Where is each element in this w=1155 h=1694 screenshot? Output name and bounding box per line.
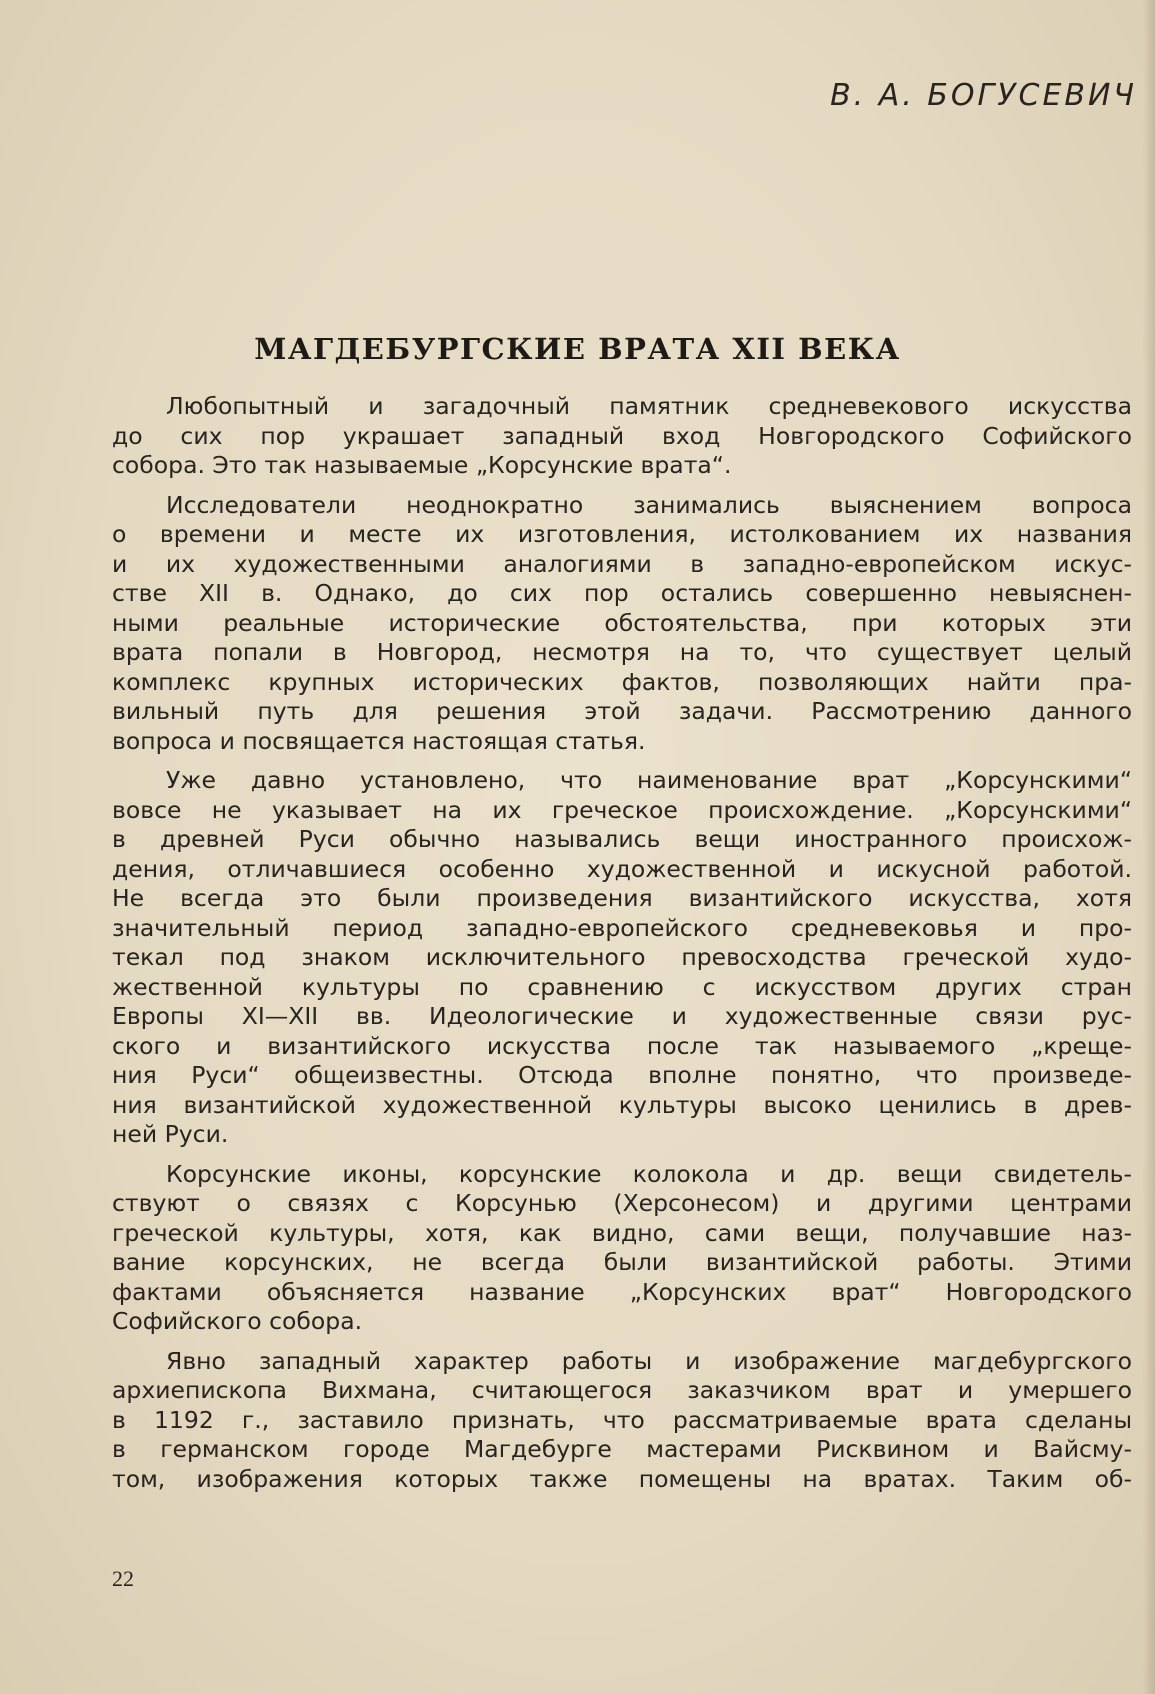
text-line: Европы XI—XII вв. Идеологические и художественные связи рус-: [112, 1002, 1132, 1030]
paragraph: [112, 392, 1132, 481]
paragraph-gap: [112, 1337, 1132, 1347]
text-line: ными реальные исторические обстоятельства, при которых эти: [112, 608, 1132, 637]
paragraph-gap: [112, 481, 1132, 491]
text-line: ского и византийского искусства после так называемого „креще-: [112, 1031, 1132, 1060]
paragraph: [112, 491, 1132, 757]
text-line: Корсунские иконы, корсунские колокола и др. вещи свидетель-: [166, 1159, 1132, 1188]
text-line: ния византийской художественной культуры высоко ценились в древ-: [112, 1090, 1132, 1119]
text-line: Софийского собора.: [112, 1307, 363, 1335]
paragraph: [112, 1160, 1132, 1337]
text-line: вовсе не указывает на их греческое происхождение. „Корсунскими“: [112, 795, 1132, 824]
article-body: [112, 392, 1132, 1494]
text-line: текал под знаком исключительного превосходства греческой худо-: [112, 943, 1132, 971]
text-line: Не всегда это были произведения византийского искусства, хотя: [112, 884, 1132, 912]
text-line: ния Руси“ общеизвестны. Отсюда вполне понятно, что произведе-: [112, 1061, 1132, 1089]
text-line: ствуют о связях с Корсунью (Херсонесом) и другими центрами: [112, 1189, 1132, 1217]
text-line: стве XII в. Однако, до сих пор остались совершенно невыяснен-: [112, 579, 1132, 607]
text-line: собора. Это так называемые „Корсунские врата“.: [112, 451, 732, 479]
text-line: Явно западный характер работы и изображение магдебургского: [166, 1346, 1132, 1375]
text-line: том, изображения которых также помещены на вратах. Таким об-: [112, 1464, 1132, 1493]
text-line: дения, отличавшиеся особенно художественной и искусной работой.: [112, 854, 1132, 883]
text-line: комплекс крупных исторических фактов, позволяющих найти пра-: [112, 667, 1132, 696]
text-line: и их художественными аналогиями в западно-европейском искус-: [112, 549, 1132, 578]
page-number: 22: [112, 1566, 134, 1591]
paragraph: [112, 766, 1132, 1150]
text-line: о времени и месте их изготовления, истолкованием их названия: [112, 520, 1132, 548]
text-line: архиепископа Вихмана, считающегося заказчиком врат и умершего: [112, 1376, 1132, 1404]
text-line: врата попали в Новгород, несмотря на то, что существует целый: [112, 638, 1132, 666]
text-line: жественной культуры по сравнению с искусством других стран: [112, 972, 1132, 1001]
text-line: значительный период западно-европейского средневековья и про-: [112, 913, 1132, 942]
text-line: в 1192 г., заставило признать, что рассматриваемые врата сделаны: [112, 1405, 1132, 1434]
text-line: фактами объясняется название „Корсунских врат“ Новгородского: [112, 1277, 1132, 1306]
paragraph-gap: [112, 1150, 1132, 1160]
text-line: вание корсунских, не всегда были византийской работы. Этими: [112, 1248, 1132, 1276]
text-line: ней Руси.: [112, 1120, 229, 1148]
author-name: В. А. БОГУСЕВИЧ: [830, 78, 1137, 113]
text-line: вопроса и посвящается настоящая статья.: [112, 726, 646, 755]
paragraph: [112, 1347, 1132, 1495]
text-line: вильный путь для решения этой задачи. Рассмотрению данного: [112, 697, 1132, 725]
text-line: греческой культуры, хотя, как видно, сами вещи, получавшие наз-: [112, 1218, 1132, 1247]
text-line: Любопытный и загадочный памятник средневекового искусства: [166, 392, 1132, 420]
text-line: Исследователи неоднократно занимались выяснением вопроса: [166, 490, 1132, 519]
text-line: в древней Руси обычно назывались вещи иностранного происхож-: [112, 825, 1132, 853]
text-line: в германском городе Магдебурге мастерами Рисквином и Вайсму-: [112, 1435, 1132, 1463]
text-line: Уже давно установлено, что наименование врат „Корсунскими“: [166, 766, 1132, 794]
page-edge-shadow: [1143, 0, 1155, 1694]
paragraph-gap: [112, 756, 1132, 766]
text-line: до сих пор украшает западный вход Новгородского Софийского: [112, 421, 1132, 450]
article-title: МАГДЕБУРГСКИЕ ВРАТА XII ВЕКА: [254, 332, 901, 366]
